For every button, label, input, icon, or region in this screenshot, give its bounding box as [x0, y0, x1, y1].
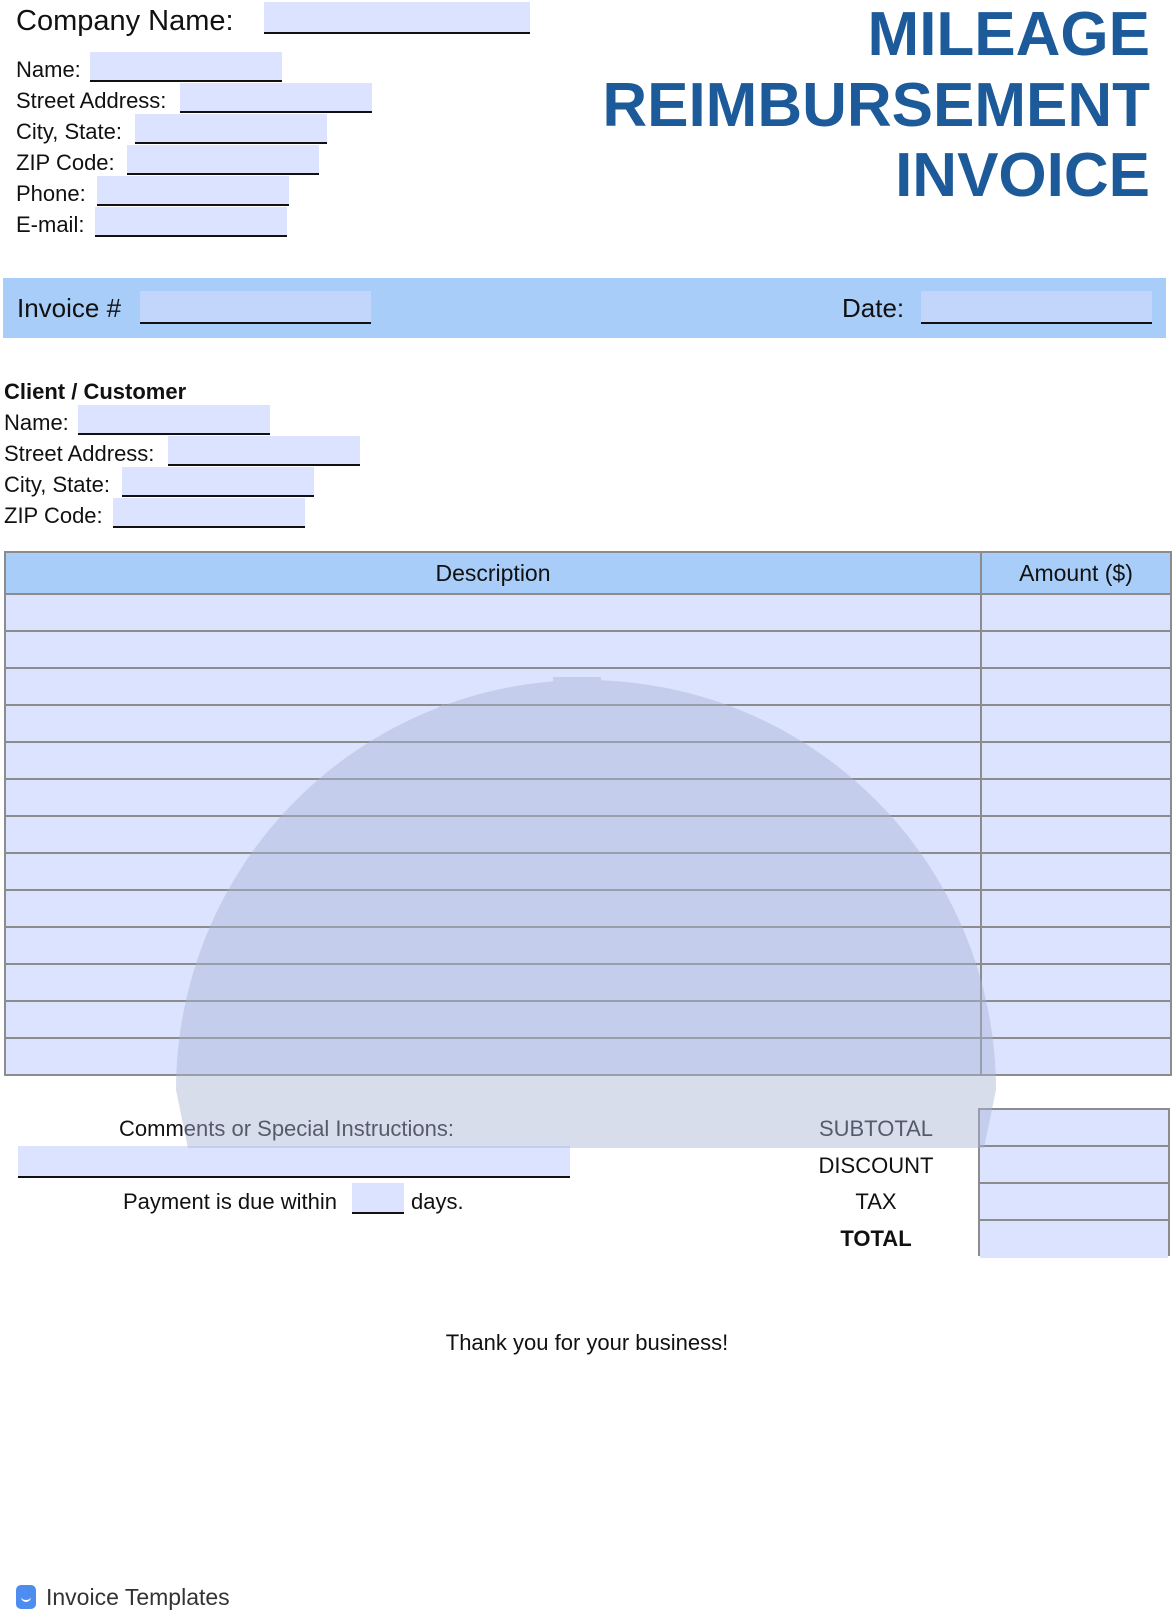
- table-row: [5, 1001, 1171, 1038]
- client-city-label: City, State:: [4, 472, 110, 497]
- amount-cell[interactable]: [981, 779, 1171, 816]
- title-line-2: REIMBURSEMENT: [602, 71, 1150, 140]
- amount-cell[interactable]: [981, 890, 1171, 927]
- comments-label: Comments or Special Instructions:: [119, 1116, 455, 1141]
- sender-city-label: City, State:: [16, 119, 122, 144]
- tax-label: TAX: [855, 1189, 897, 1214]
- title-line-3: INVOICE: [895, 141, 1150, 210]
- brand-name[interactable]: Invoice Templates: [46, 1584, 230, 1610]
- subtotal-field[interactable]: [980, 1110, 1168, 1147]
- description-cell[interactable]: [5, 816, 981, 853]
- description-cell[interactable]: [5, 853, 981, 890]
- table-row: [5, 594, 1171, 631]
- table-row: [5, 927, 1171, 964]
- amount-column-header: Amount ($): [981, 552, 1171, 594]
- amount-cell[interactable]: [981, 816, 1171, 853]
- table-row: [5, 1038, 1171, 1075]
- payment-days-field[interactable]: [352, 1183, 404, 1214]
- invoice-templates-logo-icon: [16, 1585, 36, 1609]
- table-row: [5, 668, 1171, 705]
- table-row: [5, 816, 1171, 853]
- tax-field[interactable]: [980, 1184, 1168, 1221]
- amount-cell[interactable]: [981, 853, 1171, 890]
- comments-field[interactable]: [18, 1146, 570, 1178]
- sender-street-label: Street Address:: [16, 88, 167, 113]
- description-cell[interactable]: [5, 964, 981, 1001]
- description-cell[interactable]: [5, 890, 981, 927]
- payment-due-prefix: Payment is due within: [123, 1189, 337, 1214]
- amount-cell[interactable]: [981, 705, 1171, 742]
- table-row: [5, 705, 1171, 742]
- total-label: TOTAL: [840, 1226, 912, 1251]
- description-column-header: Description: [5, 552, 981, 594]
- items-table: [4, 551, 1172, 1076]
- company-name-field[interactable]: [264, 2, 530, 34]
- sender-street-field[interactable]: [180, 83, 372, 113]
- description-cell[interactable]: [5, 927, 981, 964]
- sender-email-field[interactable]: [95, 207, 287, 237]
- invoice-number-field[interactable]: [140, 291, 371, 324]
- table-header-row: [5, 552, 1171, 594]
- amount-cell[interactable]: [981, 668, 1171, 705]
- amount-cell[interactable]: [981, 1038, 1171, 1075]
- client-name-field[interactable]: [78, 405, 270, 435]
- sender-name-label: Name:: [16, 57, 81, 82]
- sender-zip-label: ZIP Code:: [16, 150, 115, 175]
- client-zip-label: ZIP Code:: [4, 503, 103, 528]
- discount-label: DISCOUNT: [818, 1153, 934, 1178]
- invoice-bar: [3, 278, 1166, 338]
- description-cell[interactable]: [5, 1038, 981, 1075]
- sender-email-label: E-mail:: [16, 212, 85, 237]
- table-row: [5, 853, 1171, 890]
- title-line-1: MILEAGE: [867, 0, 1150, 69]
- sender-zip-field[interactable]: [127, 145, 319, 175]
- amount-cell[interactable]: [981, 964, 1171, 1001]
- description-cell[interactable]: [5, 1001, 981, 1038]
- amount-cell[interactable]: [981, 927, 1171, 964]
- description-cell[interactable]: [5, 594, 981, 631]
- table-row: [5, 779, 1171, 816]
- description-cell[interactable]: [5, 705, 981, 742]
- date-field[interactable]: [921, 291, 1152, 324]
- amount-cell[interactable]: [981, 631, 1171, 668]
- subtotal-label: SUBTOTAL: [818, 1116, 934, 1141]
- thank-you-message: Thank you for your business!: [445, 1330, 729, 1355]
- totals-box: [978, 1108, 1170, 1256]
- sender-phone-field[interactable]: [97, 176, 289, 206]
- discount-field[interactable]: [980, 1147, 1168, 1184]
- company-name-label: Company Name:: [16, 5, 234, 37]
- client-zip-field[interactable]: [113, 498, 305, 528]
- description-cell[interactable]: [5, 742, 981, 779]
- amount-cell[interactable]: [981, 1001, 1171, 1038]
- table-row: [5, 890, 1171, 927]
- total-field[interactable]: [980, 1221, 1168, 1258]
- table-row: [5, 964, 1171, 1001]
- description-cell[interactable]: [5, 631, 981, 668]
- description-cell[interactable]: [5, 779, 981, 816]
- amount-cell[interactable]: [981, 742, 1171, 779]
- invoice-number-label: Invoice #: [17, 293, 122, 323]
- client-city-field[interactable]: [122, 467, 314, 497]
- amount-cell[interactable]: [981, 594, 1171, 631]
- sender-city-field[interactable]: [135, 114, 327, 144]
- date-label: Date:: [842, 293, 905, 323]
- description-cell[interactable]: [5, 668, 981, 705]
- client-street-field[interactable]: [168, 436, 360, 466]
- client-street-label: Street Address:: [4, 441, 155, 466]
- payment-due-suffix: days.: [411, 1189, 464, 1214]
- table-row: [5, 631, 1171, 668]
- client-heading: Client / Customer: [4, 379, 187, 404]
- sender-name-field[interactable]: [90, 52, 282, 82]
- client-name-label: Name:: [4, 410, 69, 435]
- table-row: [5, 742, 1171, 779]
- sender-phone-label: Phone:: [16, 181, 86, 206]
